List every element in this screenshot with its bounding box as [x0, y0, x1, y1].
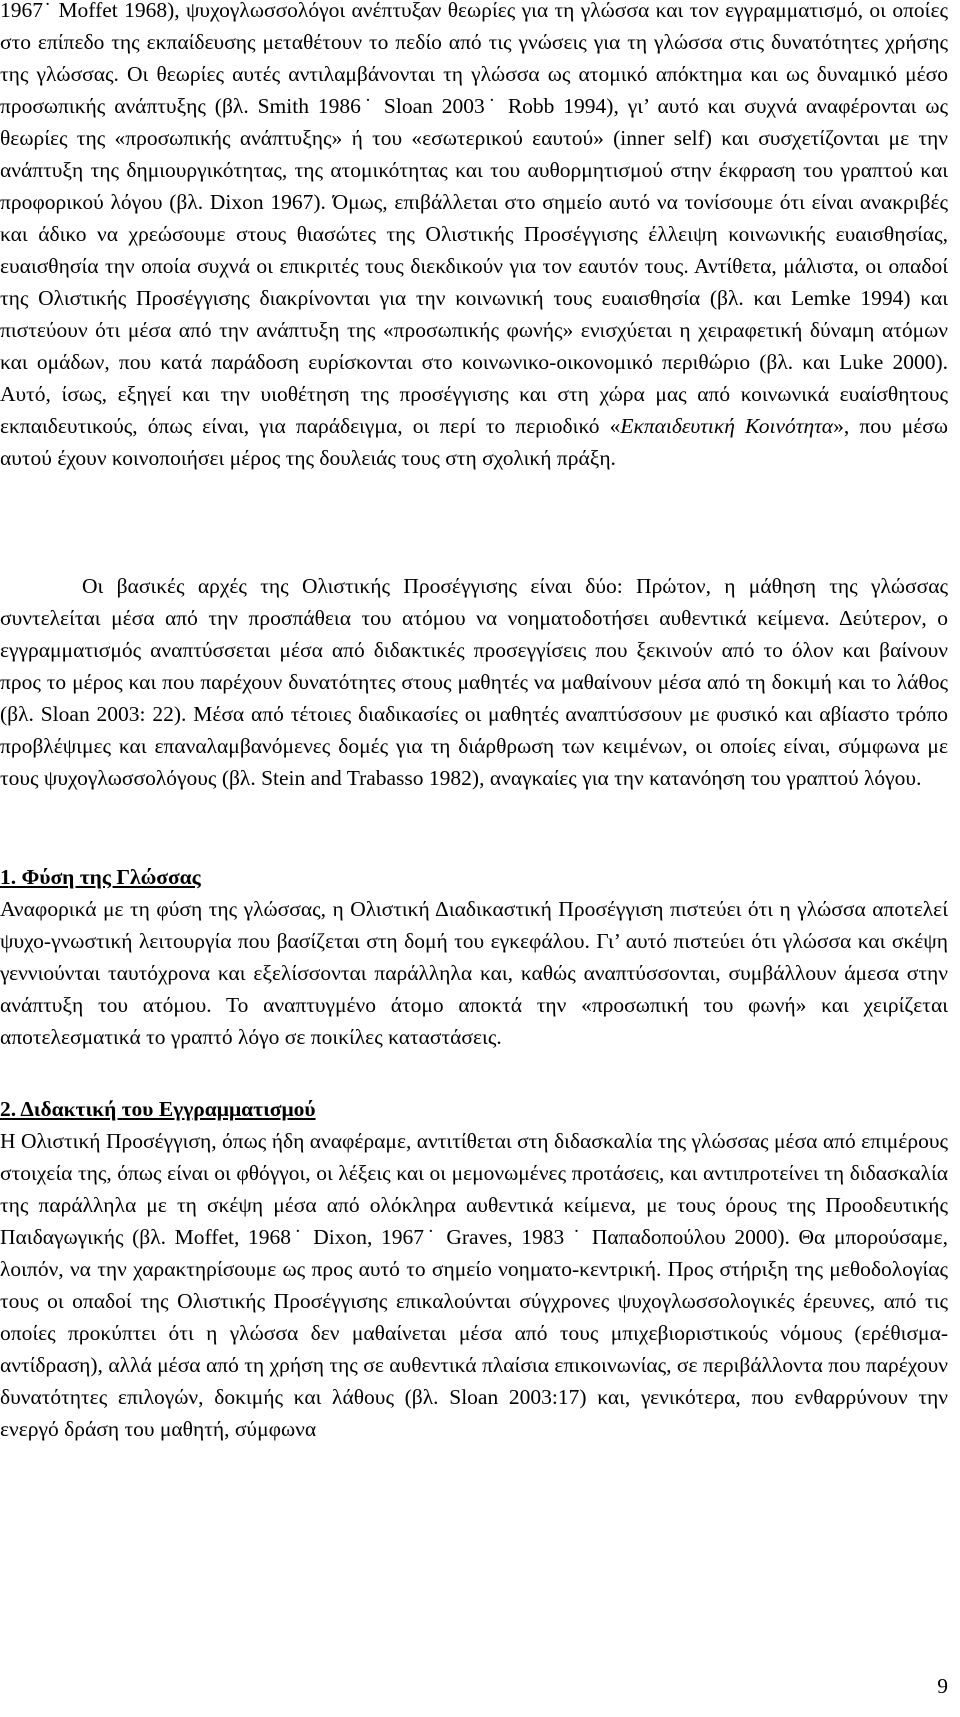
paragraph-literacy-didactics: Η Ολιστική Προσέγγιση, όπως ήδη αναφέραμε, αντιτίθεται στη διδασκαλία της γλώσσας μέσα από επιμέρους στοιχεία της, όπως είναι οι φθόγγοι, οι λέξεις και οι μεμονωμένες προτάσεις, και αντιπροτείνει τη διδασκαλία της παράλληλα με τη σκέψη μέσα από ολόκληρα αυθεντικά κείμενα, με τους όρους της Προοδευτικής Παιδαγωγικής (βλ. Moffet, 1968˙ Dixon, 1967˙ Graves, 1983 ˙ Παπαδοπούλου 2000). Θα μπορούσαμε, λοιπόν, να την χαρακτηρίσουμε ως προς αυτό το σημείο νοηματο-κεντρική. Προς στήριξη της μεθοδολογίας τους οι οπαδοί της Ολιστικής Προσέγγισης επικαλούνται σύγχρονες ψυχογλωσσολογικές έρευνες, από τις οποίες προκύπτει ότι η γλώσσα δεν μαθαίνεται μέσα από τους μπιχεβιοριστικούς νόμους (ερέθισμα-αντίδραση), αλλά μέσα από τη χρήση της σε αυθεντικά πλαίσια επικοινωνίας, σε περιβάλλοντα που παρέχουν δυνατότητες επιλογών, δοκιμής και λάθους (βλ. Sloan 2003:17) και, γενικότερα, που ενθαρρύνουν την ενεργό δράση του μαθητή, σύμφωνα	[0, 1129, 948, 1441]
section-heading-language-nature: 1. Φύση της Γλώσσας	[0, 865, 201, 889]
journal-title: Εκπαιδευτική Κοινότητα	[620, 414, 834, 438]
paragraph-intro-text: 1967˙ Moffet 1968), ψυχογλωσσολόγοι ανέπτυξαν θεωρίες για τη γλώσσα και τον εγγραμματισμό, οι οποίες στο επίπεδο της εκπαίδευσης μεταθέτουν το πεδίο από τις γνώσεις για τη γλώσσα στις δυνατότητες χρήσης της γλώσσας. Οι θεωρίες αυτές αντιλαμβάνονται τη γλώσσα ως ατομικό απόκτημα και ως δυναμικό μέσο προσωπικής ανάπτυξης (βλ. Smith 1986˙ Sloan 2003˙ Robb 1994), γι’ αυτό και συχνά αναφέρονται ως θεωρίες της «προσωπικής ανάπτυξης» ή του «εσωτερικού εαυτού» (inner self) και συσχετίζονται με την ανάπτυξη της δημιουργικότητας, της ατομικότητας και του αυθορμητισμού στην έκφραση του γραπτού και προφορικού λόγου (βλ. Dixon 1967). Όμως, επιβάλλεται στο σημείο αυτό να τονίσουμε ότι είναι ανακριβές και άδικο να χρεώσουμε στους θιασώτες της Ολιστικής Προσέγγισης έλλειψη κοινωνικής ευαισθησίας, ευαισθησία την οποία συχνά οι επικριτές τους διεκδικούν για τον εαυτόν τους. Αντίθετα, μάλιστα, οι οπαδοί της Ολιστικής Προσέγγισης διακρίνονται για την κοινωνική τους ευαισθησία (βλ. και Lemke 1994) και πιστεύουν ότι μέσα από την ανάπτυξη της «προσωπικής φωνής» ενισχύεται η χειραφετική δύναμη ατόμων και ομάδων, που κατά παράδοση ευρίσκονται στο κοινωνικο-οικονομικό περιθώριο (βλ. και Luke 2000). Αυτό, ίσως, εξηγεί και την υιοθέτηση της προσέγγισης και στη χώρα μας από κοινωνικά ευαίσθητους εκπαιδευτικούς, όπως είναι, για παράδειγμα, οι περί το περιοδικό «	[0, 0, 948, 438]
page-number: 9	[937, 1674, 948, 1698]
paragraph-intro	[0, 0, 948, 474]
section-heading-literacy-didactics: 2. Διδακτική του Εγγραμματισμού	[0, 1097, 316, 1121]
paragraph-language-nature: Αναφορικά με τη φύση της γλώσσας, η Ολιστική Διαδικαστική Προσέγγιση πιστεύει ότι η γλώσσα αποτελεί ψυχο-γνωστική λειτουργία που βασίζεται στη δομή του εγκεφάλου. Γι’ αυτό πιστεύει ότι γλώσσα και σκέψη γεννιούνται ταυτόχρονα και εξελίσσονται παράλληλα και, καθώς αναπτύσσονται, συμβάλλουν άμεσα στην ανάπτυξη του ατόμου. Το αναπτυγμένο άτομο αποκτά την «προσωπική του φωνή» και χειρίζεται αποτελεσματικά το γραπτό λόγο σε ποικίλες καταστάσεις.	[0, 897, 948, 1049]
paragraph-principles: Οι βασικές αρχές της Ολιστικής Προσέγγισης είναι δύο: Πρώτον, η μάθηση της γλώσσας συντελείται μέσα από την προσπάθεια του ατόμου να νοηματοδοτήσει αυθεντικά κείμενα. Δεύτερον, ο εγγραμματισμός αναπτύσσεται μέσα από διδακτικές προσεγγίσεις που ξεκινούν από το όλον και βαίνουν προς το μέρος και που παρέχουν δυνατότητες στους μαθητές να μαθαίνουν μέσα από τη δοκιμή και το λάθος (βλ. Sloan 2003: 22). Μέσα από τέτοιες διαδικασίες οι μαθητές αναπτύσσουν με φυσικό και αβίαστο τρόπο προβλέψιμες και επαναλαμβανόμενες δομές για τη διάρθρωση των κειμένων, οι οποίες είναι, σύμφωνα με τους ψυχογλωσσολόγους (βλ. Stein and Trabasso 1982), αναγκαίες για την κατανόηση του γραπτού λόγου.	[0, 574, 948, 790]
paragraph-intro-tail: », που μέσω αυτού έχουν κοινοποιήσει μέρος της δουλειάς τους στη σχολική πράξη.	[0, 414, 948, 470]
